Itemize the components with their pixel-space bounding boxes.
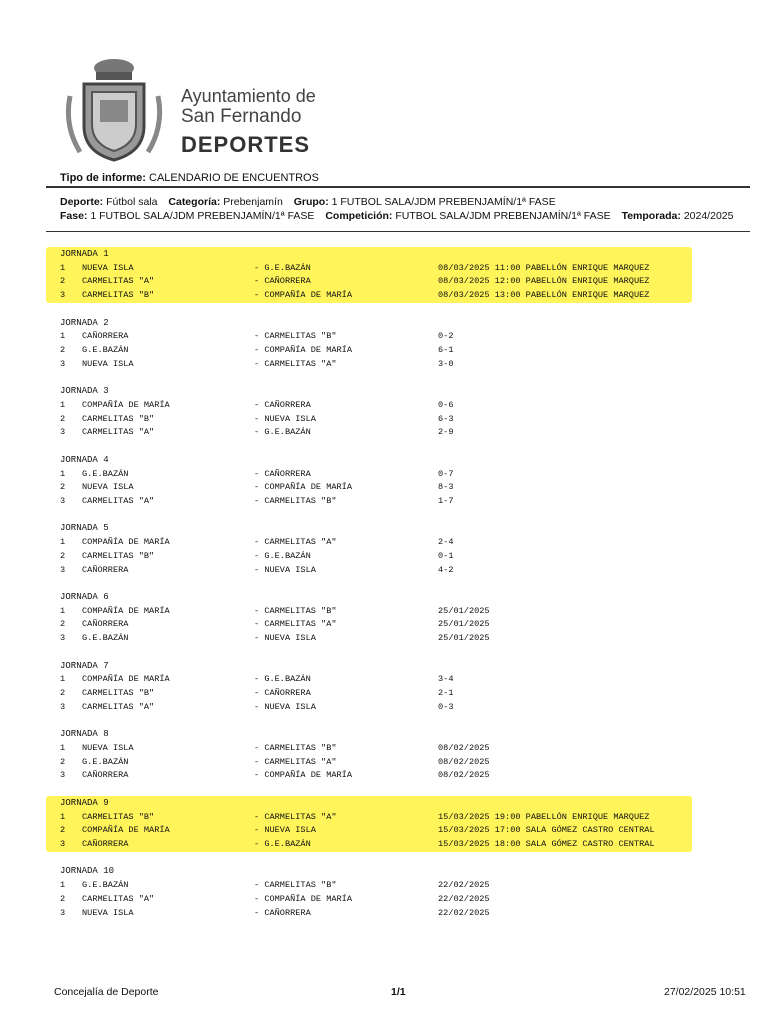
match-number: 1 xyxy=(60,537,66,548)
match-number: 3 xyxy=(60,701,66,712)
away-team: - CARMELITAS "A" xyxy=(254,358,337,369)
match-row xyxy=(0,414,768,427)
match-result: 08/02/2025 xyxy=(438,756,490,767)
match-number: 3 xyxy=(60,564,66,575)
match-row xyxy=(0,770,768,783)
away-team: - COMPAÑÍA DE MARÍA xyxy=(254,290,352,301)
match-result: 6-3 xyxy=(438,413,454,424)
home-team: CAÑORRERA xyxy=(82,619,129,630)
match-number: 3 xyxy=(60,290,66,301)
match-row xyxy=(0,537,768,550)
match-number: 2 xyxy=(60,893,66,904)
match-row xyxy=(0,894,768,907)
match-row xyxy=(0,688,768,701)
jornada-title: JORNADA 1 xyxy=(60,249,109,259)
match-result: 15/03/2025 18:00 SALA GÓMEZ CASTRO CENTRAL xyxy=(438,838,655,849)
match-result: 2-4 xyxy=(438,537,454,548)
match-number: 2 xyxy=(60,413,66,424)
match-row xyxy=(0,825,768,838)
match-number: 1 xyxy=(60,880,66,891)
away-team: - CARMELITAS "A" xyxy=(254,619,337,630)
home-team: CARMELITAS "B" xyxy=(82,550,155,561)
match-row xyxy=(0,496,768,509)
home-team: CAÑORRERA xyxy=(82,331,129,342)
away-team: - COMPAÑÍA DE MARÍA xyxy=(254,482,352,493)
match-row xyxy=(0,565,768,578)
jornada-title: JORNADA 7 xyxy=(60,660,109,671)
match-number: 1 xyxy=(60,399,66,410)
match-result: 08/03/2025 11:00 PABELLÓN ENRIQUE MARQUEZ xyxy=(438,262,650,273)
home-team: NUEVA ISLA xyxy=(82,358,134,369)
match-result: 2-1 xyxy=(438,688,454,698)
match-row xyxy=(0,276,768,289)
match-row xyxy=(0,400,768,413)
temporada-value: 2024/2025 xyxy=(683,210,734,222)
away-team: - CAÑORRERA xyxy=(254,688,311,698)
jornada-title: JORNADA 5 xyxy=(60,523,109,534)
away-team: - COMPAÑÍA DE MARÍA xyxy=(254,345,352,355)
home-team: NUEVA ISLA xyxy=(82,907,134,918)
jornada-title: JORNADA 4 xyxy=(60,454,109,465)
away-team: - NUEVA ISLA xyxy=(254,701,316,712)
match-result: 22/02/2025 xyxy=(438,893,490,904)
away-team: - CARMELITAS "B" xyxy=(254,495,337,506)
home-team: CARMELITAS "A" xyxy=(82,701,155,712)
home-team: CARMELITAS "A" xyxy=(82,276,155,287)
away-team: - CARMELITAS "B" xyxy=(254,880,337,891)
away-team: - CARMELITAS "A" xyxy=(254,811,337,822)
home-team: COMPAÑÍA DE MARÍA xyxy=(82,825,170,836)
home-team: CARMELITAS "B" xyxy=(82,811,155,822)
home-team: G.E.BAZÁN xyxy=(82,880,129,891)
away-team: - NUEVA ISLA xyxy=(254,825,316,836)
match-result: 25/01/2025 xyxy=(438,605,490,616)
match-number: 1 xyxy=(60,742,66,753)
home-team: CARMELITAS "B" xyxy=(82,290,155,301)
match-result: 08/03/2025 12:00 PABELLÓN ENRIQUE MARQUEZ xyxy=(438,276,650,287)
away-team: - CARMELITAS "B" xyxy=(254,605,337,616)
away-team: - CARMELITAS "B" xyxy=(254,331,337,342)
match-number: 3 xyxy=(60,358,66,369)
match-result: 0-2 xyxy=(438,331,454,342)
match-row xyxy=(0,606,768,619)
away-team: - NUEVA ISLA xyxy=(254,564,316,575)
match-number: 2 xyxy=(60,619,66,630)
home-team: CAÑORRERA xyxy=(82,770,129,781)
deporte-value: Fútbol sala xyxy=(106,196,158,208)
match-number: 3 xyxy=(60,907,66,918)
match-number: 2 xyxy=(60,756,66,767)
grupo-value: 1 FUTBOL SALA/JDM PREBENJAMÍN/1ª FASE xyxy=(331,196,556,208)
home-team: G.E.BAZÁN xyxy=(82,633,129,644)
match-row xyxy=(0,743,768,756)
match-number: 3 xyxy=(60,427,66,438)
away-team: - G.E.BAZÁN xyxy=(254,550,311,561)
jornada-title: JORNADA 6 xyxy=(60,592,109,602)
footer-datetime: 27/02/2025 10:51 xyxy=(664,986,746,998)
match-number: 2 xyxy=(60,825,66,836)
report-type-label: Tipo de informe: xyxy=(60,172,146,184)
match-row xyxy=(0,757,768,770)
match-result: 0-6 xyxy=(438,399,454,410)
match-row xyxy=(0,674,768,687)
match-result: 22/02/2025 xyxy=(438,907,490,918)
away-team: - CARMELITAS "B" xyxy=(254,742,337,753)
away-team: - NUEVA ISLA xyxy=(254,413,316,424)
match-row xyxy=(0,359,768,372)
match-result: 1-7 xyxy=(438,495,454,506)
match-number: 1 xyxy=(60,331,66,342)
jornada-title: JORNADA 9 xyxy=(60,797,109,808)
match-number: 3 xyxy=(60,770,66,781)
jornada-title: JORNADA 8 xyxy=(60,729,109,740)
match-row xyxy=(0,427,768,440)
brand-line-1: Ayuntamiento de xyxy=(181,86,316,106)
match-number: 3 xyxy=(60,633,66,644)
temporada-label: Temporada: xyxy=(621,210,681,222)
match-number: 1 xyxy=(60,811,66,822)
match-number: 2 xyxy=(60,276,66,287)
match-result: 08/03/2025 13:00 PABELLÓN ENRIQUE MARQUEZ xyxy=(438,290,650,301)
home-team: CARMELITAS "A" xyxy=(82,495,155,506)
home-team: NUEVA ISLA xyxy=(82,482,134,493)
home-team: COMPAÑÍA DE MARÍA xyxy=(82,605,170,616)
match-result: 0-7 xyxy=(438,468,454,479)
match-result: 15/03/2025 17:00 SALA GÓMEZ CASTRO CENTRAL xyxy=(438,825,655,836)
match-number: 2 xyxy=(60,550,66,561)
fase-value: 1 FUTBOL SALA/JDM PREBENJAMÍN/1ª FASE xyxy=(90,210,315,222)
away-team: - CAÑORRERA xyxy=(254,468,311,479)
report-type-value: CALENDARIO DE ENCUENTROS xyxy=(149,172,319,184)
home-team: CAÑORRERA xyxy=(82,838,129,849)
footer-department: Concejalía de Deporte xyxy=(54,986,159,998)
match-row xyxy=(0,908,768,921)
away-team: - NUEVA ISLA xyxy=(254,633,316,644)
match-number: 3 xyxy=(60,495,66,506)
match-number: 2 xyxy=(60,345,66,355)
match-row xyxy=(0,482,768,495)
jornada-title: JORNADA 10 xyxy=(60,866,115,877)
match-row xyxy=(0,263,768,276)
match-result: 08/02/2025 xyxy=(438,742,490,753)
home-team: COMPAÑÍA DE MARÍA xyxy=(82,537,170,548)
home-team: G.E.BAZÁN xyxy=(82,468,129,479)
match-row xyxy=(0,290,768,303)
match-result: 8-3 xyxy=(438,482,454,493)
brand-line-3: DEPORTES xyxy=(181,132,311,157)
match-number: 1 xyxy=(60,674,66,685)
home-team: CARMELITAS "A" xyxy=(82,427,155,438)
match-row xyxy=(0,812,768,825)
home-team: COMPAÑÍA DE MARÍA xyxy=(82,399,170,410)
away-team: - CAÑORRERA xyxy=(254,907,311,918)
away-team: - G.E.BAZÁN xyxy=(254,427,311,438)
away-team: - CARMELITAS "A" xyxy=(254,756,337,767)
home-team: CAÑORRERA xyxy=(82,564,129,575)
jornada-title: JORNADA 3 xyxy=(60,386,109,397)
home-team: CARMELITAS "A" xyxy=(82,893,155,904)
match-number: 1 xyxy=(60,262,66,273)
match-row xyxy=(0,619,768,632)
jornada-title: JORNADA 2 xyxy=(60,317,109,328)
match-number: 1 xyxy=(60,468,66,479)
brand-line-2: San Fernando xyxy=(181,106,302,127)
away-team: - G.E.BAZÁN xyxy=(254,674,311,685)
home-team: CARMELITAS "B" xyxy=(82,688,155,698)
match-row xyxy=(0,345,768,358)
match-result: 25/01/2025 xyxy=(438,633,490,644)
competicion-value: FUTBOL SALA/JDM PREBENJAMÍN/1ª FASE xyxy=(395,210,611,222)
match-number: 3 xyxy=(60,838,66,849)
match-result: 08/02/2025 xyxy=(438,770,490,781)
away-team: - COMPAÑÍA DE MARÍA xyxy=(254,893,352,904)
match-row xyxy=(0,331,768,344)
competicion-label: Competición: xyxy=(325,210,393,222)
home-team: G.E.BAZÁN xyxy=(82,345,129,355)
match-row xyxy=(0,633,768,646)
match-result: 0-3 xyxy=(438,701,454,712)
match-result: 0-1 xyxy=(438,550,454,561)
match-result: 3-4 xyxy=(438,674,454,685)
categoria-value: Prebenjamín xyxy=(223,196,283,208)
categoria-label: Categoría: xyxy=(168,196,221,208)
match-result: 25/01/2025 xyxy=(438,619,490,630)
home-team: CARMELITAS "B" xyxy=(82,413,155,424)
grupo-label: Grupo: xyxy=(293,196,329,208)
match-result: 2-9 xyxy=(438,427,454,438)
away-team: - COMPAÑÍA DE MARÍA xyxy=(254,770,352,781)
home-team: NUEVA ISLA xyxy=(82,742,134,753)
match-result: 6-1 xyxy=(438,345,454,355)
match-result: 15/03/2025 19:00 PABELLÓN ENRIQUE MARQUEZ xyxy=(438,811,650,822)
match-number: 1 xyxy=(60,605,66,616)
away-team: - CAÑORRERA xyxy=(254,276,311,287)
away-team: - G.E.BAZÁN xyxy=(254,838,311,849)
match-result: 22/02/2025 xyxy=(438,880,490,891)
match-row xyxy=(0,839,768,852)
match-number: 2 xyxy=(60,482,66,493)
match-row xyxy=(0,551,768,564)
match-row xyxy=(0,469,768,482)
deporte-label: Deporte: xyxy=(60,196,104,208)
home-team: G.E.BAZÁN xyxy=(82,756,129,767)
match-row xyxy=(0,702,768,715)
away-team: - CARMELITAS "A" xyxy=(254,537,337,548)
match-number: 2 xyxy=(60,688,66,698)
home-team: COMPAÑÍA DE MARÍA xyxy=(82,674,170,685)
match-result: 3-0 xyxy=(438,358,454,369)
match-result: 4-2 xyxy=(438,564,454,575)
home-team: NUEVA ISLA xyxy=(82,262,134,273)
footer-page-number: 1/1 xyxy=(391,986,406,998)
match-row xyxy=(0,880,768,893)
away-team: - G.E.BAZÁN xyxy=(254,262,311,273)
away-team: - CAÑORRERA xyxy=(254,399,311,410)
fase-label: Fase: xyxy=(60,210,88,222)
